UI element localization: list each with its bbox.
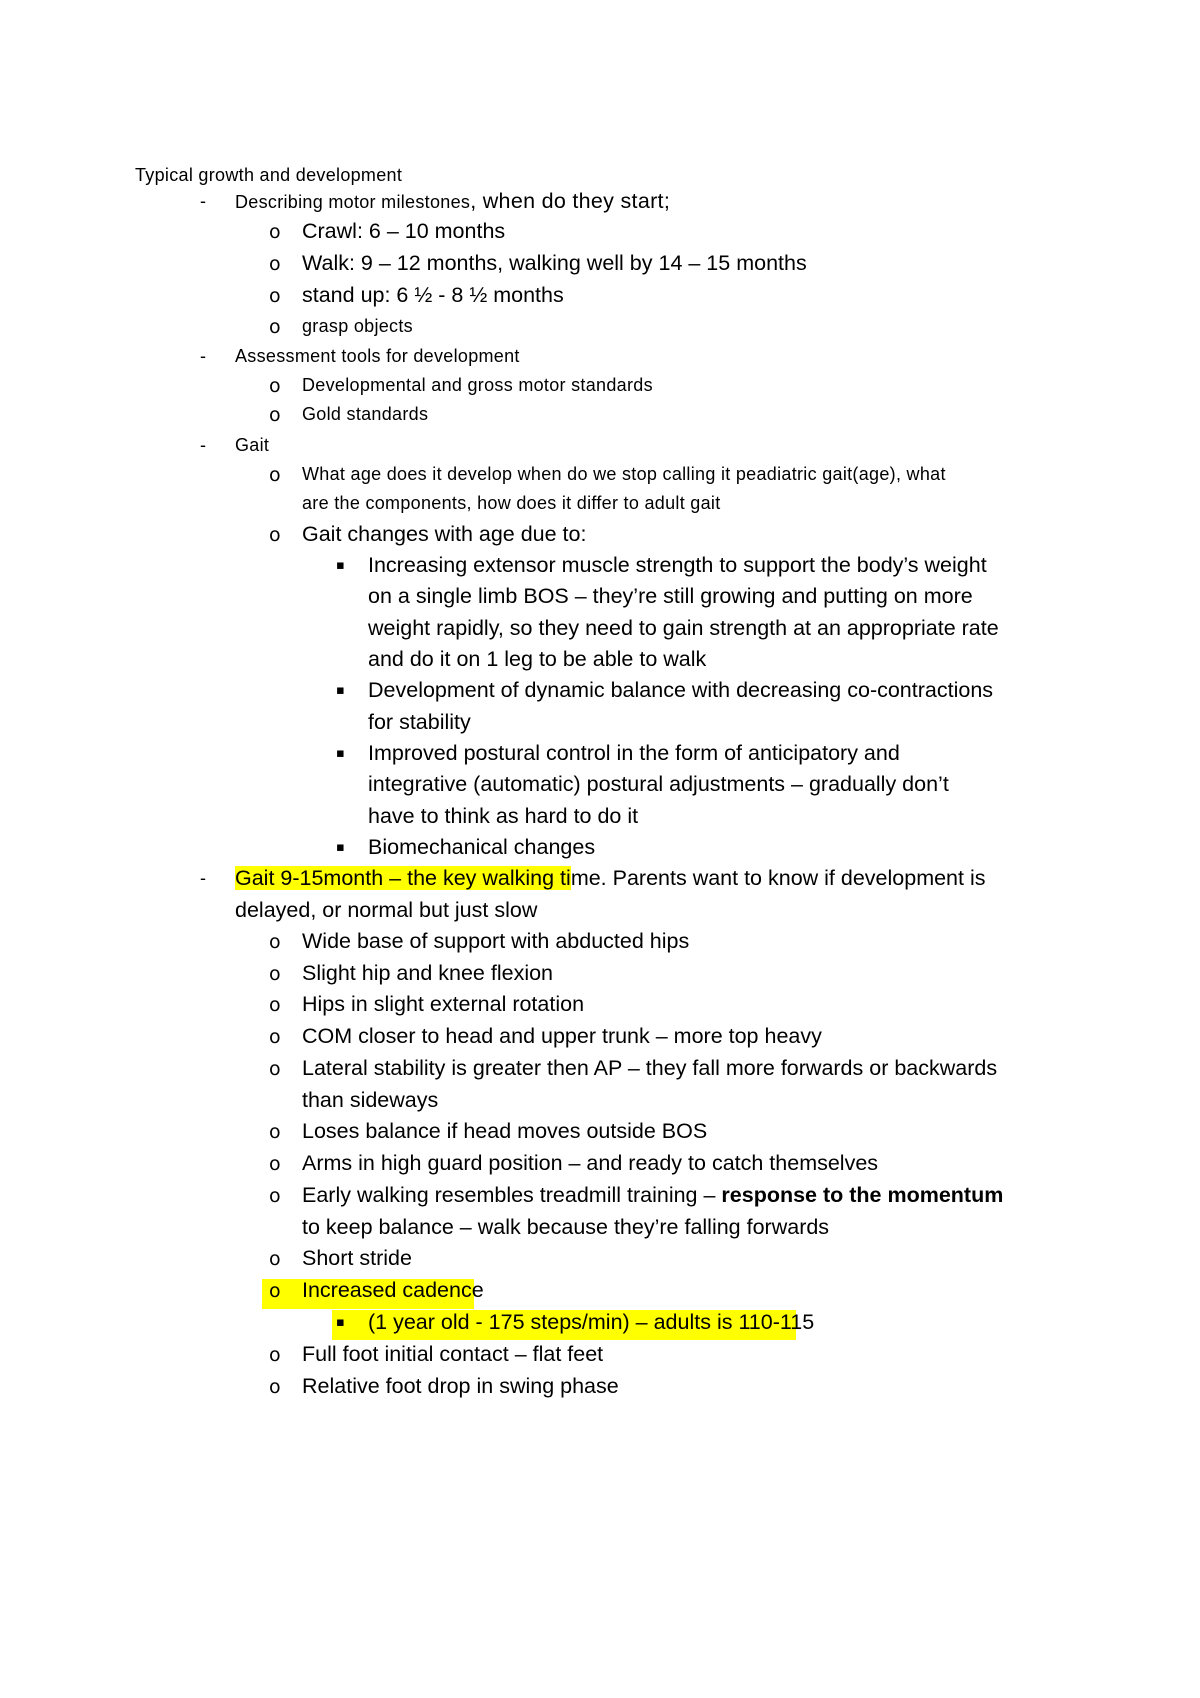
gait-question-line: are the components, how does it differ to adult gait xyxy=(302,493,721,513)
assessment-item: Gold standards xyxy=(302,404,429,424)
gait915-item: Loses balance if head moves outside BOS xyxy=(302,1119,708,1143)
gait915-item: Hips in slight external rotation xyxy=(302,992,585,1016)
gait-question-line: What age does it develop when do we stop calling it peadiatric gait(age), what xyxy=(302,464,946,484)
gait-reason-line: and do it on 1 leg to be able to walk xyxy=(368,647,707,671)
circle-bullet: o xyxy=(269,1121,281,1143)
dash-bullet: - xyxy=(200,868,206,888)
circle-bullet: o xyxy=(269,464,281,486)
gait915-item: COM closer to head and upper trunk – more top heavy xyxy=(302,1024,822,1048)
circle-bullet: o xyxy=(269,963,281,985)
circle-bullet: o xyxy=(269,1153,281,1175)
square-bullet: ▪ xyxy=(336,746,345,761)
gait915-item: Short stride xyxy=(302,1246,412,1270)
circle-bullet: o xyxy=(269,1248,281,1270)
dash-bullet: - xyxy=(200,435,206,455)
square-bullet: ▪ xyxy=(336,840,345,855)
square-bullet: ▪ xyxy=(336,683,345,698)
gait915-item: than sideways xyxy=(302,1088,439,1112)
gait915-heading-highlight: Gait 9-15month – the key walking ti xyxy=(235,866,571,890)
circle-bullet: o xyxy=(269,1058,281,1080)
circle-bullet: o xyxy=(269,253,281,275)
gait-reason-line: weight rapidly, so they need to gain strength at an appropriate rate xyxy=(368,616,999,640)
gait915-subitem: (1 year old - 175 steps/min) – adults is 110-115 xyxy=(368,1310,815,1334)
circle-bullet: o xyxy=(269,524,281,546)
gait-reason-line: on a single limb BOS – they’re still growing and putting on more xyxy=(368,584,973,608)
gait-reason-line: have to think as hard to do it xyxy=(368,804,639,828)
milestones-heading-b: , when do they start; xyxy=(470,189,671,213)
gait915-item: Lateral stability is greater then AP – they fall more forwards or backwards xyxy=(302,1056,998,1080)
gait-reason-line: Biomechanical changes xyxy=(368,835,596,859)
gait915-item: Relative foot drop in swing phase xyxy=(302,1374,619,1398)
gait915-heading xyxy=(235,861,986,895)
circle-bullet: o xyxy=(269,931,281,953)
gait915-item-a: Early walking resembles treadmill training – xyxy=(302,1183,722,1207)
gait-reason-line: for stability xyxy=(368,710,471,734)
gait915-item: Wide base of support with abducted hips xyxy=(302,929,690,953)
milestones-heading-a: Describing motor milestones xyxy=(235,192,471,212)
circle-bullet: o xyxy=(269,375,281,397)
document-title: Typical growth and development xyxy=(135,165,403,185)
gait915-heading-line2: delayed, or normal but just slow xyxy=(235,898,538,922)
gait915-item: Slight hip and knee flexion xyxy=(302,961,554,985)
circle-bullet: o xyxy=(269,994,281,1016)
gait-heading: Gait xyxy=(235,435,270,455)
circle-bullet: o xyxy=(269,316,281,338)
milestone-walk: Walk: 9 – 12 months, walking well by 14 – 15 months xyxy=(302,251,807,275)
milestone-crawl: Crawl: 6 – 10 months xyxy=(302,219,506,243)
gait915-item: Full foot initial contact – flat feet xyxy=(302,1342,604,1366)
square-bullet: ▪ xyxy=(336,558,345,573)
square-bullet: ▪ xyxy=(336,1315,345,1330)
milestone-grasp: grasp objects xyxy=(302,316,413,336)
assessment-item: Developmental and gross motor standards xyxy=(302,375,653,395)
gait915-item: Increased cadence xyxy=(302,1278,484,1302)
gait-reason-line: Increasing extensor muscle strength to support the body’s weight xyxy=(368,553,987,577)
dash-bullet: - xyxy=(200,191,206,211)
gait915-item: Arms in high guard position – and ready to catch themselves xyxy=(302,1151,879,1175)
gait-reason-line: Development of dynamic balance with decreasing co-contractions xyxy=(368,678,994,702)
dash-bullet: - xyxy=(200,346,206,366)
circle-bullet: o xyxy=(269,1185,281,1207)
circle-bullet: o xyxy=(269,221,281,243)
circle-bullet: o xyxy=(269,1344,281,1366)
gait-reason-line: Improved postural control in the form of anticipatory and xyxy=(368,741,900,765)
gait915-item: to keep balance – walk because they’re falling forwards xyxy=(302,1215,830,1239)
gait-reason-line: integrative (automatic) postural adjustments – gradually don’t xyxy=(368,772,949,796)
circle-bullet: o xyxy=(269,404,281,426)
circle-bullet: o xyxy=(269,1026,281,1048)
assessment-heading: Assessment tools for development xyxy=(235,346,520,366)
gait915-item-bold: response to the momentum xyxy=(721,1183,1004,1207)
gait915-heading-rest: me. Parents want to know if development is xyxy=(570,866,986,890)
circle-bullet: o xyxy=(269,1376,281,1398)
gait-changes: Gait changes with age due to: xyxy=(302,522,587,546)
milestone-stand: stand up: 6 ½ - 8 ½ months xyxy=(302,283,564,307)
circle-bullet: o xyxy=(269,285,281,307)
circle-bullet: o xyxy=(269,1280,281,1302)
gait915-item xyxy=(302,1178,1003,1212)
